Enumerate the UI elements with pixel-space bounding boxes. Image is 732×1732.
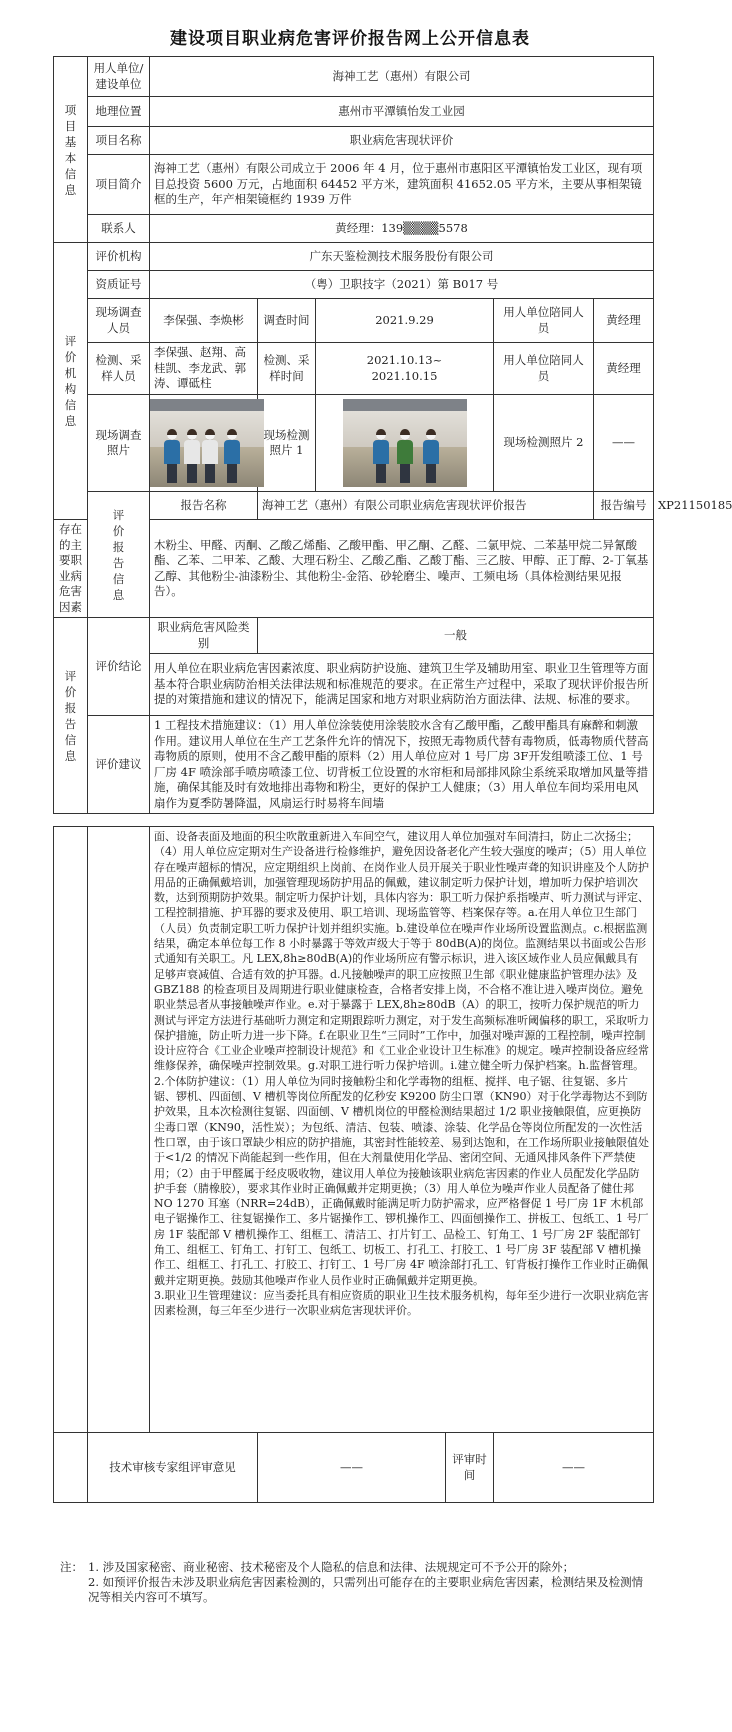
suggestion-part3: 2.个体防护建议：（1）用人单位为同时接触粉尘和化学毒物的组框、搅拌、电子锯、往复锯、多片锯、锣机、四面刨、V 槽机等岗位所配发的亿秒安 K9200 防尘口罩（KN90）对于化学毒物达不到防护效果，且本次检测往复锯、四面刨、V 槽机岗位的甲醛检测结果超过 1/2 职业接触限值，应更换防尘毒口罩（KN90，活性炭）；为包纸、清洁、包装、喷漆、涂装、化学品仓等岗位所配发的一次性活性口罩，由于该口罩缺少相应的防护措施，其密封性能较差、易到达饱和，在工作场所职业接触限值处于<1/2 的情况下尚能起到一些作用，但在大剂量使用化学品、密闭空间、无通风排风条件下严禁使用；（2）由于甲醛属于经皮吸收物，建议用人单位为接触该职业病危害因素的作业人员配发化学品防护手套（腈橡胶），要求其作业时正确佩戴并定期更换；（3）用人单位为噪声作业人员配备了健仕邦 NO 1270 耳塞（NRR=24dB），正确佩戴时能满足听力防护需求，应严格督促 1 号厂房 1F 木机部电子锯操作工、往复锯操作工、多片锯操作工、锣机操作工、四面刨操作工、拼板工、包纸工、1 号厂房 1F 装配部 V 槽机操作工、组框工、清洁工、打片钉工、品检工、钉角工、1 号厂房 2F 装配部钉角工、组框工、钉角工、打钉工、包纸工、切板工、打孔工、打胶工、1 号厂房 3F 装配部 V 槽机操作工、组框工、打孔工、打胶工、打钉工、1 号厂房 4F 喷涂部打孔工、钉背板打操作工作业时正确佩戴并定期更换。鼓励其他噪声作业人员作业时正确佩戴并定期更换。 — [154, 1074, 649, 1287]
suggestion-part4: 3.职业卫生管理建议：应当委托具有相应资质的职业卫生技术服务机构，每年至少进行一次职业病危害因素检测，每三年至少进行一次职业病危害现状评价。 — [154, 1288, 649, 1318]
report-no-label: 报告编号 — [594, 492, 654, 520]
survey-photo — [150, 395, 258, 492]
review-time-label: 评审时间 — [446, 1433, 494, 1503]
detect-photo2-value: —— — [594, 395, 654, 492]
conclusion-value: 用人单位在职业病危害因素浓度、职业病防护设施、建筑卫生学及辅助用室、职业卫生管理等方面基本符合职业病防治相关法律法规和标准规范的要求。在正常生产过程中，采取了现状评价报告所提的对策措施和建议的情况下，能满足国家和地方对职业病防治方面法律、法规、标准的要求。 — [150, 654, 654, 716]
contact-label: 联系人 — [88, 215, 150, 243]
suggestion-label: 评价建议 — [88, 716, 150, 814]
location-value: 惠州市平潭镇怡发工业园 — [150, 97, 654, 127]
survey-photo-label: 现场调查照片 — [88, 395, 150, 492]
survey-photo-image — [150, 399, 264, 487]
page-title: 建设项目职业病危害评价报告网上公开信息表 — [170, 29, 530, 49]
sampling-staff-label: 检测、采样人员 — [88, 343, 150, 395]
escort2-value: 黄经理 — [594, 343, 654, 395]
review-time-value: —— — [494, 1433, 654, 1503]
notes-label: 注： — [60, 1560, 83, 1574]
risk-label: 职业病危害风险类别 — [150, 618, 258, 654]
factors-value: 木粉尘、甲醛、丙酮、乙酸乙烯酯、乙酸甲酯、甲乙酮、乙醛、二氯甲烷、二苯基甲烷二异氰酸酯、乙苯、二甲苯、乙酸、大理石粉尘、乙酸乙酯、乙酸丁酯、三乙胺、甲醇、正丁醇、2-丁氧基乙醇、其他粉尘-油漆粉尘、其他粉尘-金箔、砂轮磨尘、噪声、工频电场（具体检测结果见报告）。 — [150, 520, 654, 618]
risk-value: 一般 — [258, 618, 654, 654]
continuation-blank-left — [54, 827, 88, 1433]
project-name-label: 项目名称 — [88, 127, 150, 155]
factors-label: 存在的主要职业病危害因素 — [54, 520, 88, 618]
suggestion-part2: 面、设备表面及地面的积尘吹散重新进入车间空气，建议用人单位加强对车间清扫，防止二次扬尘；（4）用人单位应定期对生产设备进行检修维护，避免因设备老化产生较大强度的噪声；（5）用人单位存在噪声超标的情况，应定期组织上岗前、在岗作业人员开展关于职业性噪声聋的知识讲座及个人防护用品的正确佩戴培训，加强管理现场防护用品的佩戴，建议制定听力保护计划，增加听力保护培训次数，达到预期防护效果。制定听力保护计划，具体内容为：职工听力保护系指噪声、听力测试与评定、工程控制措施、护耳器的要求及使用、职工培训、现场监管等、档案保存等。a.在用人单位卫生部门（人员）负责制定职工听力保护计划并组织实施。b.建设单位在噪声作业场所设置监测点。c.根据监测结果，确定本单位每工作 8 小时暴露于等效声级大于等于 80dB(A)的岗位。监测结果以书面或公告形式通知有关职工。凡 LEX,8h≥80dB(A)的作业场所应有警示标识，进入该区域作业人员应佩戴具有足够声衰减值、合适有效的护耳器。d.凡接触噪声的职工应按照卫生部《职业健康监护管理办法》及 GBZ188 的检查项目及周期进行职业健康检查，合格者安排上岗，不合格不准让进入噪声岗位。避免职业禁忌者从事接触噪声作业。e.对于暴露于 LEX,8h≥80dB（A）的职工，按听力保护规范的听力测试与评定方法进行基础听力测定和定期跟踪听力测定，对于发生高频标准听阈偏移的职工，采取听力保护措施，防止听力进一步下降。f.在职业卫生“三同时”工作中，加强对噪声源的工程控制，噪声控制设计应符合《工业企业噪声控制设计规范》和《工业企业设计卫生标准》的规定。噪声控制设备应经常维修保养，确保噪声控制效果。g.对职工进行听力保护培训。i.建立健全听力保护档案。h.监督管理。 — [154, 830, 649, 1073]
continuation-blank-label — [88, 827, 150, 1433]
escort2-label: 用人单位陪同人员 — [494, 343, 594, 395]
employer-value: 海神工艺（惠州）有限公司 — [150, 57, 654, 97]
review-blank-left — [54, 1433, 88, 1503]
survey-staff-value: 李保强、李焕彬 — [150, 299, 258, 343]
employer-label: 用人单位/建设单位 — [88, 57, 150, 97]
project-name-value: 职业病危害现状评价 — [150, 127, 654, 155]
detect-photo1 — [316, 395, 494, 492]
section-project-basic: 项目基本信息 — [54, 57, 88, 243]
detect-photo2-label: 现场检测照片 2 — [494, 395, 594, 492]
org-label: 评价机构 — [88, 243, 150, 271]
suggestion-value-part1: 1 工程技术措施建议：（1）用人单位涂装使用涂装胶水含有乙酸甲酯，乙酸甲酯具有麻醉和刺激作用。建议用人单位在生产工艺条件允许的情况下，按照无毒物质代替有毒物质，低毒物质代替高毒物质的原则，使用不含乙酸甲酯的原料（2）用人单位应对 1 号厂房 3F开发组喷漆工位、1 号厂房 4F 喷涂部手喷房喷漆工位、切背板工位设置的水帘柜和局部排风除尘系统采取增加风量等措施，确保其能及时有效地排出毒物和粉尘，更好的保护工人健康；（3）用人单位车间均采用电风扇作为夏季防暑降温，风扇运行时易将车间墙 — [150, 716, 654, 814]
review-label: 技术审核专家组评审意见 — [88, 1433, 258, 1503]
contact-value: 黄经理：139▒▒▒▒5578 — [150, 215, 654, 243]
escort-value: 黄经理 — [594, 299, 654, 343]
sampling-time-value: 2021.10.13~ 2021.10.15 — [316, 343, 494, 395]
project-intro-value: 海神工艺（惠州）有限公司成立于 2006 年 4 月，位于惠州市惠阳区平潭镇怡发工业区，现有项目总投资 5600 万元，占地面积 64452 平方米，建筑面积 41652.05 平方米，主要从事相架镜框的生产，年产相架镜框约 1939 万件 — [150, 155, 654, 215]
info-table-lower — [53, 826, 654, 1503]
sampling-staff-value: 李保强、赵翔、高桂凯、李龙武、郭涛、谭砥柱 — [150, 343, 258, 395]
escort-label: 用人单位陪同人员 — [494, 299, 594, 343]
info-table-upper: 项目基本信息 用人单位/建设单位 海神工艺（惠州）有限公司 地理位置 惠州市平潭镇怡发工业园 项目名称 职业病危害现状评价 项目简介 海神工艺（惠州）有限公司成立于 2006 年 4 月，位于惠州市惠阳区平潭镇怡发工业区，现有项目总投资 5600 万元，占地面积 64452 平方米，建筑面积 41652.05 平方米，主要从事相架镜框的生产，年产相架镜框约 1939 万件 联系人 黄经理：139▒▒▒▒5578 评价机构信息 评价机构 广东天鉴检测技术服务股份有限公司 资质证号 （粤）卫职技字（2021）第 B017 号 现场调查人员 李保强、李焕彬 调查时间 2021.9.29 用人单位陪同人员 黄经理 检测、采样人员 李保强、赵翔、高桂凯、李龙武、郭涛、谭砥柱 检测、采样时间 2021.10.13~ 2021.10.15 用人单位陪同人员 黄经理 现场调查照片 现场检测照片 1 现场检测照片 2 —— 评价报告信息 报告名称 海神工艺（惠州）有限公司职业病危害现状评价报告 报告编号 XP21150185 存在的主要职业病危害因素 木粉尘、甲醛、丙酮、乙酸乙烯酯、乙酸甲酯、甲乙酮、乙醛、二氯甲烷、二苯基甲烷二异氰酸酯、乙苯、二甲苯、乙酸、大理石粉尘、乙酸乙酯、乙酸丁酯、三乙胺、甲醇、正丁醇、2-丁氧基乙醇、其他粉尘-油漆粉尘、其他粉尘-金箔、砂轮磨尘、噪声、工频电场（具体检测结果见报告）。 评价报告信息 评价结论 职业病危害风险类别 一般 用人单位在职业病危害因素浓度、职业病防护设施、建筑卫生学及辅助用室、职业卫生管理等方面基本符合职业病防治相关法律法规和标准规范的要求。在正常生产过程中，采取了现状评价报告所提的对策措施和建议的情况下，能满足国家和地方对职业病防治方面法律、法规、标准的要求。 评价建议 1 工程技术措施建议：（1）用人单位涂装使用涂装胶水含有乙酸甲酯，乙酸甲酯具有麻醉和刺激作用。建议用人单位在生产工艺条件允许的情况下，按照无毒物质代替有毒物质，低毒物质代替高毒物质的原则，使用不含乙酸甲酯的原料（2）用人单位应对 1 号厂房 3F开发组喷漆工位、1 号厂房 4F 喷涂部手喷房喷漆工位、切背板工位设置的水帘柜和局部排风除尘系统采取增加风量等措施，确保其能及时有效地排出毒物和粉尘，更好的保护工人健康；（3）用人单位车间均采用电风扇作为夏季防暑降温，风扇运行时易将车间墙 — [53, 56, 654, 814]
section-assessment-org: 评价机构信息 — [54, 243, 88, 520]
detect-photo1-image — [343, 399, 467, 487]
project-intro-label: 项目简介 — [88, 155, 150, 215]
survey-time-value: 2021.9.29 — [316, 299, 494, 343]
cert-label: 资质证号 — [88, 271, 150, 299]
survey-staff-label: 现场调查人员 — [88, 299, 150, 343]
note-item-1: 1. 涉及国家秘密、商业秘密、技术秘密及个人隐私的信息和法律、法规规定可不予公开的除外； — [88, 1560, 575, 1574]
survey-time-label: 调查时间 — [258, 299, 316, 343]
conclusion-label: 评价结论 — [88, 618, 150, 716]
location-label: 地理位置 — [88, 97, 150, 127]
section-report-info: 评价报告信息 — [88, 492, 150, 618]
section-assessment-report: 评价报告信息 — [54, 618, 88, 814]
detect-photo1-label: 现场检测照片 1 — [258, 395, 316, 492]
cert-value: （粤）卫职技字（2021）第 B017 号 — [150, 271, 654, 299]
report-name-label: 报告名称 — [150, 492, 258, 520]
org-value: 广东天鉴检测技术服务股份有限公司 — [150, 243, 654, 271]
review-value: —— — [258, 1433, 446, 1503]
report-name-value: 海神工艺（惠州）有限公司职业病危害现状评价报告 — [258, 492, 594, 520]
suggestion-value-continued — [150, 827, 654, 1433]
note-item-2: 2. 如预评价报告未涉及职业病危害因素检测的，只需列出可能存在的主要职业病危害因素，检测结果及检测情况等相关内容可不填写。 — [88, 1575, 644, 1604]
sampling-time-label: 检测、采样时间 — [258, 343, 316, 395]
